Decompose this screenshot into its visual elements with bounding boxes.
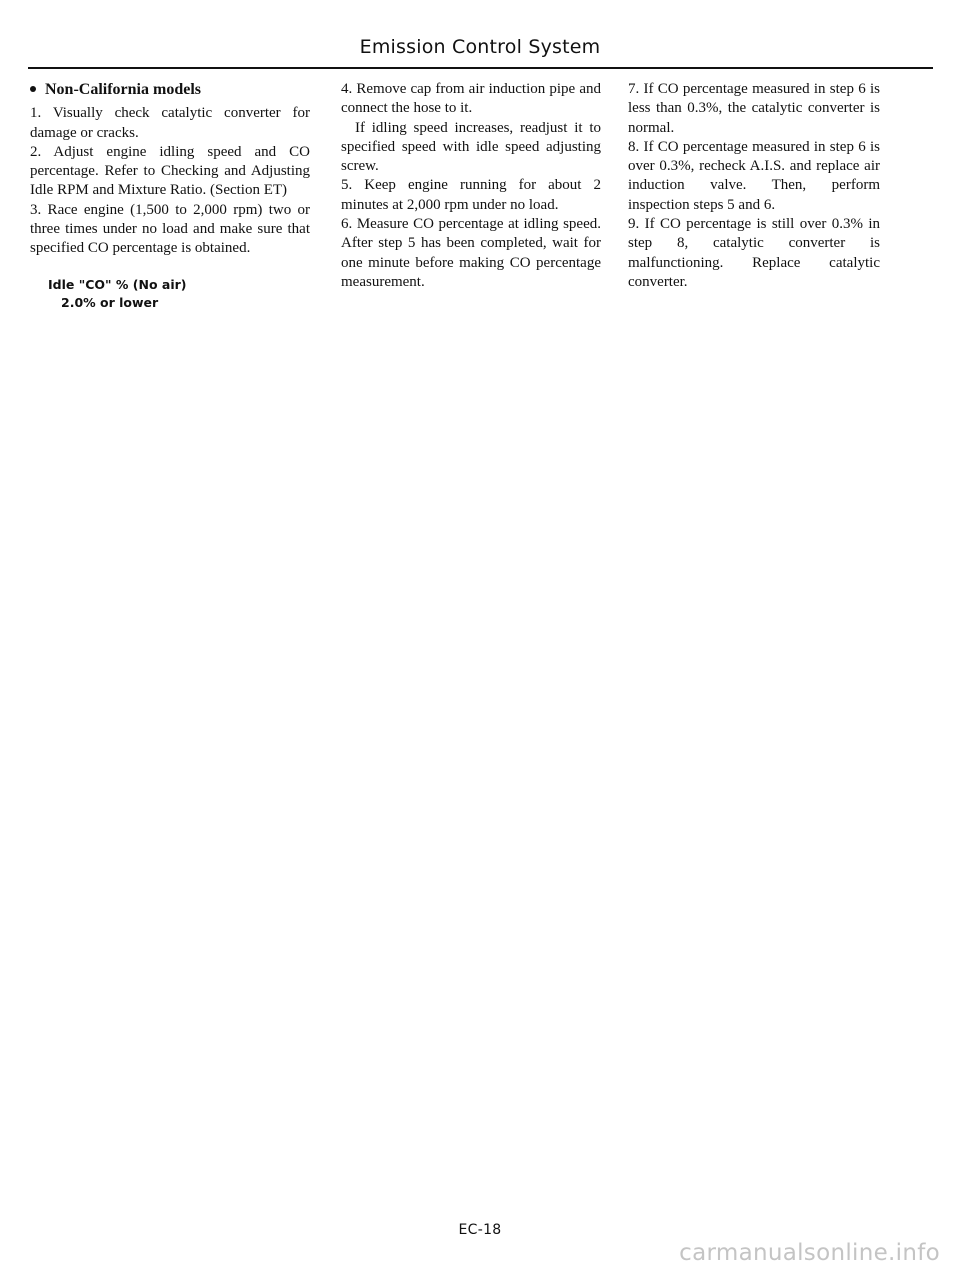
step-8-text: 8. If CO percentage measured in step 6 is over 0.3%, recheck A.I.S. and replace air induction valve. Then, perform inspection steps 5 and 6. (628, 138, 880, 213)
page-number: EC-18 (458, 1222, 502, 1238)
spec-value: 2.0% or lower (61, 294, 159, 310)
step-2-text: 2. Adjust engine idling speed and CO percentage. Refer to Checking and Adjusting Idle RPM and Mixture Ratio. (Section ET) (30, 143, 310, 199)
section-heading (30, 80, 310, 99)
page-header-title: Emission Control System (359, 36, 601, 58)
column-left (30, 80, 310, 312)
section-heading-text: Non-California models (45, 81, 201, 98)
step-3-text: 3. Race engine (1,500 to 2,000 rpm) two or three times under no load and make sure that specified CO percentage is obtained. (30, 201, 310, 257)
step-7-text: 7. If CO percentage measured in step 6 is less than 0.3%, the catalytic converter is normal. (628, 81, 880, 136)
step-1-text: 1. Visually check catalytic converter for damage or cracks. (30, 105, 310, 141)
step-4-note-text: If idling speed increases, readjust it to specified speed with idle speed adjusting screw. (341, 119, 601, 175)
column-middle (341, 80, 601, 292)
column-right (628, 80, 880, 292)
idle-co-spec (48, 276, 310, 312)
step-6-text: 6. Measure CO percentage at idling speed. After step 5 has been completed, wait for one minute before making CO percentage measurement. (341, 216, 601, 290)
step-5-text: 5. Keep engine running for about 2 minutes at 2,000 rpm under no load. (341, 177, 601, 213)
step-4-text: 4. Remove cap from air induction pipe and connect the hose to it. (341, 81, 601, 117)
spec-label: Idle "CO" % (No air) (48, 276, 187, 292)
header-divider (28, 67, 933, 69)
step-9-text: 9. If CO percentage is still over 0.3% in step 8, catalytic converter is malfunctioning. Replace catalytic converter. (628, 216, 880, 290)
bullet-icon (30, 86, 36, 92)
watermark: carmanualsonline.info (679, 1240, 940, 1266)
